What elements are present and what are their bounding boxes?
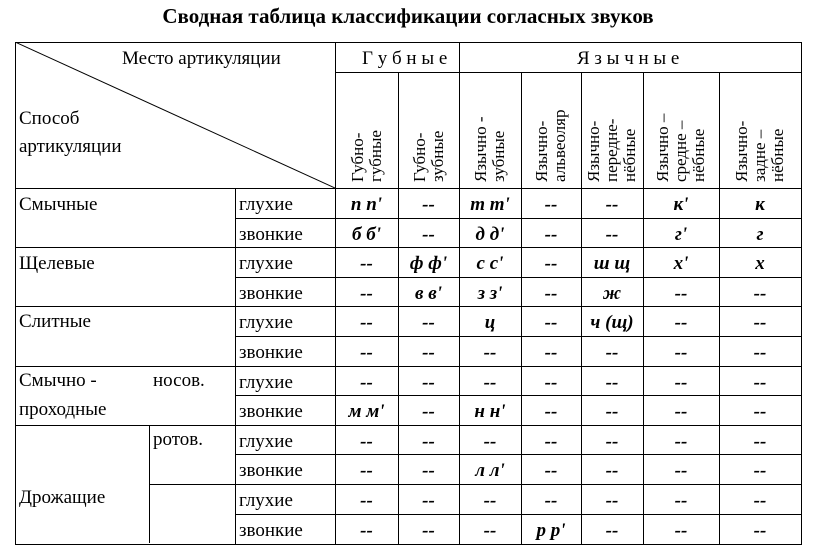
manner-nasal: носов. <box>153 370 205 391</box>
sound-cell: -- <box>360 342 373 363</box>
sound-cell: з з' <box>477 282 503 304</box>
sound-cell: -- <box>674 460 688 482</box>
header-group-lingual: Я з ы ч н ы е <box>577 48 680 69</box>
sound-cell: -- <box>753 490 767 511</box>
sound-cell: -- <box>605 519 619 541</box>
sound-cell: -- <box>753 282 767 304</box>
voiced-label: звонкие <box>239 282 303 304</box>
sound-cell: -- <box>544 223 558 245</box>
column-header-line: Язычно- <box>732 120 751 182</box>
sound-cell: -- <box>605 371 619 393</box>
column-header-line: задне – <box>750 129 769 182</box>
column-header-1 <box>349 130 385 182</box>
grid-line <box>15 188 801 189</box>
column-header-line: Губно- <box>409 132 429 182</box>
sound-cell: к <box>755 194 765 215</box>
header-group-labial: Г у б н ы е <box>362 48 448 69</box>
voiced-label: звонкие <box>239 460 303 482</box>
voiceless-label: глухие <box>239 312 293 334</box>
sound-cell: -- <box>605 194 619 215</box>
manner-affr: Слитные <box>19 311 91 332</box>
sound-cell: -- <box>544 342 558 363</box>
header-manner-2: артикуляции <box>19 136 122 157</box>
sound-cell: -- <box>422 223 435 245</box>
grid-line <box>149 484 801 485</box>
sound-cell: -- <box>483 371 497 393</box>
grid-line <box>235 514 801 515</box>
voiceless-label: глухие <box>239 194 293 215</box>
column-header-3 <box>472 116 508 182</box>
sound-cell: -- <box>674 312 688 334</box>
sound-cell: -- <box>544 401 558 423</box>
grid-line <box>235 395 801 396</box>
voiced-label: звонкие <box>239 401 303 423</box>
sound-cell: -- <box>753 371 767 393</box>
sound-cell: -- <box>360 519 373 541</box>
sound-cell: в в' <box>414 282 442 304</box>
sound-cell: -- <box>422 342 435 363</box>
column-header-line: Язычно – <box>653 113 672 182</box>
sound-cell: -- <box>360 430 373 452</box>
header-diagonal <box>15 42 335 188</box>
header-place: Место артикуляции <box>122 48 281 69</box>
column-header-line: Губно- <box>347 132 367 182</box>
column-header-4 <box>533 110 569 182</box>
sound-cell: -- <box>674 519 688 541</box>
sound-cell: -- <box>753 519 767 541</box>
sound-cell: ф ф' <box>409 253 448 275</box>
sound-cell: -- <box>753 342 767 363</box>
sound-cell: -- <box>422 371 435 393</box>
sound-cell: -- <box>605 401 619 423</box>
sound-cell: -- <box>544 371 558 393</box>
sound-cell: г <box>756 223 764 245</box>
sound-cell: -- <box>544 312 558 334</box>
sound-cell: -- <box>422 430 435 452</box>
grid-line <box>15 247 801 248</box>
page-title: Сводная таблица классификации согласных звуков <box>162 4 654 28</box>
sound-cell: -- <box>753 430 767 452</box>
sound-cell: -- <box>422 490 435 511</box>
sound-cell: -- <box>422 401 435 423</box>
sound-cell: -- <box>674 282 688 304</box>
voiceless-label: глухие <box>239 253 293 275</box>
sound-cell: -- <box>544 490 558 511</box>
sound-cell: -- <box>360 282 373 304</box>
sound-cell: -- <box>360 490 373 511</box>
header-manner-1: Способ <box>19 108 80 129</box>
manner-sonor-2: проходные <box>19 399 107 420</box>
grid-line <box>235 454 801 455</box>
grid-line <box>235 336 801 337</box>
sound-cell: х <box>755 253 765 275</box>
sound-cell: -- <box>544 430 558 452</box>
sound-cell: -- <box>483 430 497 452</box>
sound-cell: ш щ <box>593 253 631 275</box>
grid-line <box>235 218 801 219</box>
sound-cell: н н' <box>474 401 506 423</box>
sound-cell: -- <box>674 342 688 363</box>
grid-line <box>15 42 16 544</box>
sound-cell: д д' <box>475 223 505 245</box>
grid-line <box>801 42 802 545</box>
voiceless-label: глухие <box>239 490 293 511</box>
sound-cell: -- <box>483 342 497 363</box>
sound-cell: -- <box>422 194 435 215</box>
voiceless-label: глухие <box>239 371 293 393</box>
sound-cell: п п' <box>350 194 383 215</box>
column-header-line: Язычно- <box>532 120 551 182</box>
sound-cell: -- <box>544 460 558 482</box>
sound-cell: -- <box>422 460 435 482</box>
sound-cell: -- <box>605 460 619 482</box>
column-header-line: нёбные <box>620 128 639 182</box>
sound-cell: х' <box>673 253 689 275</box>
sound-cell: -- <box>674 371 688 393</box>
column-header-line: нёбные <box>768 128 787 182</box>
column-header-line: передне- <box>602 118 621 182</box>
grid-line <box>15 544 801 545</box>
column-header-line: Язычно- <box>584 120 603 182</box>
sound-cell: -- <box>360 460 373 482</box>
sound-cell: ж <box>602 282 622 304</box>
sound-cell: г' <box>674 223 688 245</box>
sound-cell: р р' <box>536 519 566 541</box>
column-header-line: средне – <box>671 120 690 182</box>
sound-cell: -- <box>483 519 497 541</box>
column-header-2 <box>411 131 447 182</box>
sound-cell: м м' <box>348 401 385 423</box>
column-header-line: Язычно - <box>471 116 490 182</box>
sound-cell: ч (щ) <box>590 312 634 334</box>
column-header-line: губные <box>365 130 385 182</box>
column-header-line: нёбные <box>689 128 708 182</box>
voiced-label: звонкие <box>239 519 303 541</box>
sound-cell: -- <box>674 430 688 452</box>
grid-line <box>15 306 801 307</box>
sound-cell: -- <box>605 342 619 363</box>
sound-cell: -- <box>605 223 619 245</box>
column-header-line: альвеоляр <box>550 109 569 182</box>
grid-line <box>15 425 801 426</box>
sound-cell: -- <box>674 490 688 511</box>
sound-cell: -- <box>422 312 435 334</box>
grid-line <box>335 72 801 73</box>
sound-cell: б б' <box>352 223 381 245</box>
sound-cell: -- <box>483 490 497 511</box>
grid-line <box>235 277 801 278</box>
sound-cell: -- <box>360 312 373 334</box>
sound-cell: с с' <box>476 253 504 275</box>
voiced-label: звонкие <box>239 223 303 245</box>
sound-cell: -- <box>544 253 558 275</box>
column-header-line: зубные <box>489 130 508 182</box>
voiced-label: звонкие <box>239 342 303 363</box>
sound-cell: -- <box>674 401 688 423</box>
grid-line <box>15 42 801 43</box>
sound-cell: -- <box>422 519 435 541</box>
manner-sonor-1: Смычно - <box>19 370 97 391</box>
sound-cell: к' <box>673 194 689 215</box>
sound-cell: л л' <box>475 460 505 482</box>
manner-trill: Дрожащие <box>19 487 106 508</box>
sound-cell: -- <box>544 282 558 304</box>
column-header-6 <box>654 114 708 182</box>
grid-line <box>15 366 801 367</box>
voiceless-label: глухие <box>239 430 293 452</box>
column-header-5 <box>585 119 639 182</box>
sound-cell: -- <box>605 490 619 511</box>
sound-cell: т т' <box>470 194 510 215</box>
manner-oral: ротов. <box>153 429 204 450</box>
sound-cell: -- <box>753 401 767 423</box>
manner-fric: Щелевые <box>19 253 95 274</box>
sound-cell: -- <box>753 312 767 334</box>
classification-table <box>15 42 801 544</box>
column-header-line: зубные <box>427 130 447 182</box>
sound-cell: ц <box>484 312 496 334</box>
sound-cell: -- <box>753 460 767 482</box>
sound-cell: -- <box>360 253 373 275</box>
sound-cell: -- <box>605 430 619 452</box>
column-header-7 <box>733 121 787 182</box>
sound-cell: -- <box>360 371 373 393</box>
sound-cell: -- <box>544 194 558 215</box>
manner-stop: Смычные <box>19 194 98 215</box>
